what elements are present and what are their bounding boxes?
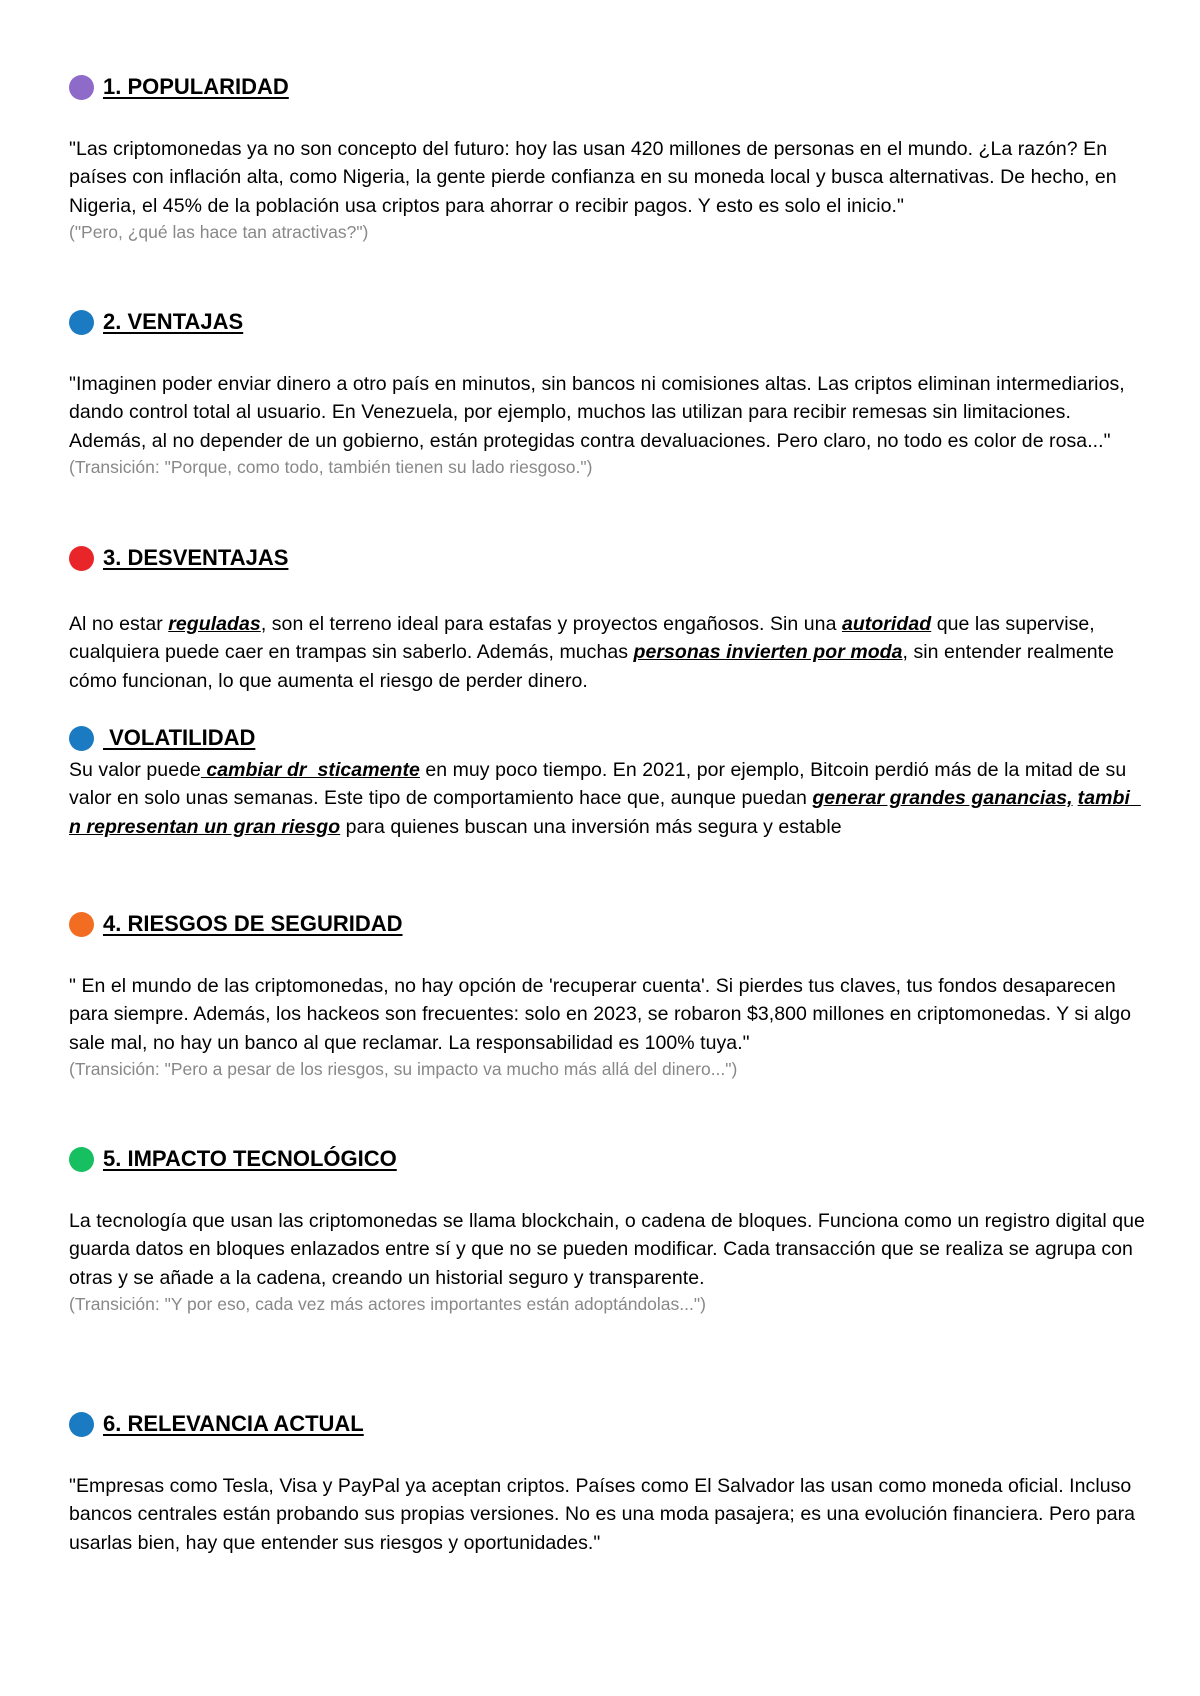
heading-ventajas <box>69 308 243 336</box>
blue-circle-icon <box>69 1412 94 1437</box>
section-popularidad <box>69 73 1145 244</box>
volatilidad-emphasis-riesgo: tambi n representan un gran riesgo <box>69 787 1141 838</box>
heading-desventajas-text: 3. DESVENTAJAS <box>103 545 289 570</box>
paragraph-popularidad: "Las criptomonedas ya no son concepto del futuro: hoy las usan 420 millones de personas en el mundo. ¿La razón? En países con inflación alta, como Nigeria, la gente pierde confianza en su moneda local y busca alternativas. De hecho, en Nigeria, el 45% de la población usa criptos para ahorrar o recibir pagos. Y esto es solo el inicio." <box>69 137 1117 217</box>
section-riesgos <box>69 910 1145 1081</box>
desventajas-emphasis-autoridad: autoridad <box>841 612 932 635</box>
transition-riesgos: (Transición: "Pero a pesar de los riesgos, su impacto va mucho más allá del dinero...") <box>69 1059 738 1080</box>
volatilidad-text-2: en muy poco tiempo. En 2021, por ejemplo, Bitcoin perdió más de la mitad de su valor en solo unas semanas. Este tipo de comportamiento hace que, aunque puedan <box>69 758 1127 810</box>
paragraph-ventajas: "Imaginen poder enviar dinero a otro país en minutos, sin bancos ni comisiones altas. Las criptos eliminan intermediarios, dando control total al usuario. En Venezuela, por ejemplo, muchos las utilizan para recibir remesas sin limitaciones. Además, al no depender de un gobierno, están protegidas contra devaluaciones. Pero claro, no todo es color de rosa..." <box>69 372 1125 452</box>
paragraph-relevancia: "Empresas como Tesla, Visa y PayPal ya aceptan criptos. Países como El Salvador las usan como moneda oficial. Incluso bancos centrales están probando sus propias versiones. No es una moda pasajera; es una evolución financiera. Pero para usarlas bien, hay que entender sus riesgos y oportunidades." <box>69 1474 1136 1554</box>
desventajas-emphasis-reguladas: reguladas <box>168 612 261 635</box>
paragraph-impacto: La tecnología que usan las criptomonedas se llama blockchain, o cadena de bloques. Funciona como un registro digital que guarda datos en bloques enlazados entre sí y que no se pueden modificar. Cada transacción que se realiza se agrupa con otras y se añade a la cadena, creando un historial seguro y transparente. <box>69 1209 1145 1289</box>
red-circle-icon <box>69 546 94 571</box>
heading-relevancia <box>69 1410 364 1438</box>
paragraph-desventajas <box>69 610 1145 696</box>
orange-circle-icon <box>69 912 94 937</box>
transition-ventajas: (Transición: "Porque, como todo, también tienen su lado riesgoso.") <box>69 457 593 478</box>
heading-relevancia-text: 6. RELEVANCIA ACTUAL <box>103 1411 364 1436</box>
transition-impacto: (Transición: "Y por eso, cada vez más actores importantes están adoptándolas...") <box>69 1294 706 1315</box>
desventajas-text-4: , sin entender realmente cómo funcionan, lo que aumenta el riesgo de perder dinero. <box>69 641 1115 692</box>
heading-popularidad <box>69 73 289 101</box>
heading-volatilidad-text: VOLATILIDAD <box>103 725 256 750</box>
heading-impacto-text: 5. IMPACTO TECNOLÓGICO <box>103 1146 397 1171</box>
volatilidad-text-1: Su valor puede <box>69 758 201 781</box>
desventajas-text-3: que las supervise, cualquiera puede caer en trampas sin saberlo. Además, muchas <box>69 612 1095 664</box>
desventajas-text-2: , son el terreno ideal para estafas y proyectos engañosos. Sin una <box>260 612 842 635</box>
volatilidad-emphasis-ganancias: generar grandes ganancias, <box>812 787 1073 810</box>
volatilidad-emphasis-cambiar: cambiar dr sticamente <box>200 758 420 781</box>
heading-ventajas-text: 2. VENTAJAS <box>103 309 244 334</box>
heading-riesgos <box>69 910 403 938</box>
transition-popularidad: ("Pero, ¿qué las hace tan atractivas?") <box>69 222 369 243</box>
section-relevancia <box>69 1410 1145 1557</box>
section-ventajas <box>69 308 1145 479</box>
section-volatilidad <box>69 724 1145 841</box>
heading-impacto <box>69 1145 397 1173</box>
blue-circle-icon <box>69 310 94 335</box>
desventajas-emphasis-personas: personas invierten por moda <box>633 641 903 664</box>
heading-riesgos-text: 4. RIESGOS DE SEGURIDAD <box>103 911 403 936</box>
green-circle-icon <box>69 1147 94 1172</box>
heading-desventajas <box>69 544 288 572</box>
heading-volatilidad <box>69 724 255 752</box>
paragraph-riesgos: " En el mundo de las criptomonedas, no hay opción de 'recuperar cuenta'. Si pierdes tus claves, tus fondos desaparecen para siempre. Además, los hackeos son frecuentes: solo en 2023, se robaron $3,800 millones en criptomonedas. Y si algo sale mal, no hay un banco al que reclamar. La responsabilidad es 100% tuya." <box>69 974 1132 1054</box>
desventajas-text-1: Al no estar <box>69 612 169 635</box>
purple-circle-icon <box>69 75 94 100</box>
blue-circle-icon <box>69 726 94 751</box>
section-impacto <box>69 1145 1145 1316</box>
volatilidad-text-3: para quienes buscan una inversión más segura y estable <box>340 815 842 838</box>
section-desventajas <box>69 544 1145 695</box>
heading-popularidad-text: 1. POPULARIDAD <box>103 74 289 99</box>
paragraph-volatilidad <box>69 756 1145 842</box>
